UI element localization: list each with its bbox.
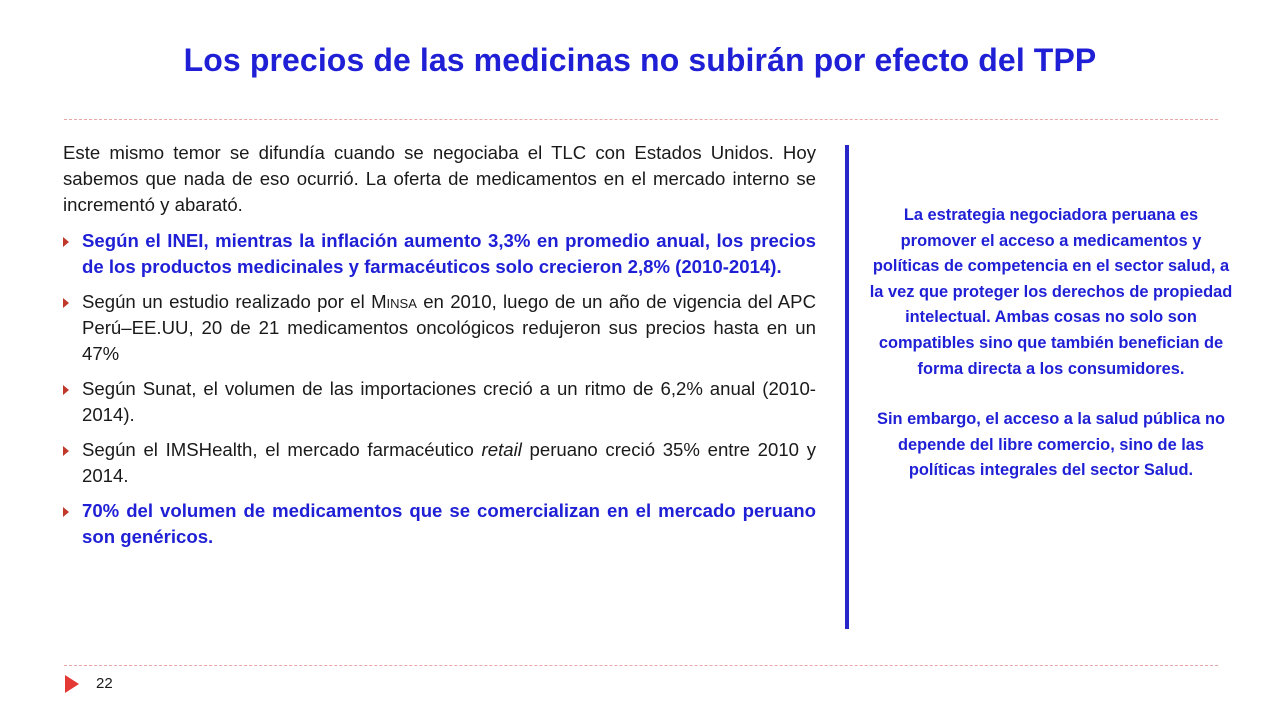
callout-spacer [868,382,1234,407]
bullet-imshealth [63,437,816,489]
bullet-inei [63,228,816,280]
bullet-minsa-org: Minsa [371,291,417,312]
callout-paragraph-2: Sin embargo, el acceso a la salud pública no depende del libre comercio, sino de las políticas integrales del sector Salud. [877,410,1225,480]
bullet-imshealth-text-pre: Según el IMSHealth, el mercado farmacéutico [82,439,482,460]
bullet-arrow-icon [63,385,69,395]
callout-paragraph-1: La estrategia negociadora peruana es promover el acceso a medicamentos y políticas de competencia en el sector salud, a la vez que proteger los derechos de propiedad intelectual. Ambas cosas no solo son compatibles sino que también benefician de forma directa a los consumidores. [869,206,1233,378]
bullet-imshealth-text-post: peruano creció 35% entre 2010 y 2014. [82,439,816,486]
bullet-arrow-icon [63,507,69,517]
bullet-sunat [63,376,816,428]
left-column [63,140,816,559]
bullet-minsa-text-pre: Según un estudio realizado por el [82,291,372,312]
intro-paragraph: Este mismo temor se difundía cuando se negociaba el TLC con Estados Unidos. Hoy sabemos que nada de eso ocurrió. La oferta de medicamentos en el mercado interno se incrementó y abarató. [63,142,816,215]
right-callout [868,203,1234,484]
bullet-list [63,228,816,550]
bullet-minsa [63,289,816,367]
bullet-genericos-text: 70% del volumen de medicamentos que se comercializan en el mercado peruano son genéricos. [82,500,816,547]
bullet-sunat-text: Según Sunat, el volumen de las importaciones creció a un ritmo de 6,2% anual (2010-2014). [82,378,816,425]
bullet-arrow-icon [63,237,69,247]
bullet-genericos [63,498,816,550]
bullet-arrow-icon [63,446,69,456]
bullet-imshealth-emphasis: retail [481,439,522,460]
vertical-divider [845,145,849,629]
bullet-inei-text: Según el INEI, mientras la inflación aumento 3,3% en promedio anual, los precios de los productos medicinales y farmacéuticos solo crecieron 2,8% (2010-2014). [82,230,816,277]
slide-title: Los precios de las medicinas no subirán por efecto del TPP [183,42,1097,78]
page-number: 22 [96,675,113,692]
bullet-arrow-icon [63,298,69,308]
bullet-minsa-text-post: en 2010, luego de un año de vigencia del APC Perú–EE.UU, 20 de 21 medicamentos oncológicos redujeron sus precios hasta en un 47% [82,291,816,364]
bottom-divider [64,665,1218,666]
top-divider [64,119,1218,120]
footer-arrow-icon [65,675,79,693]
